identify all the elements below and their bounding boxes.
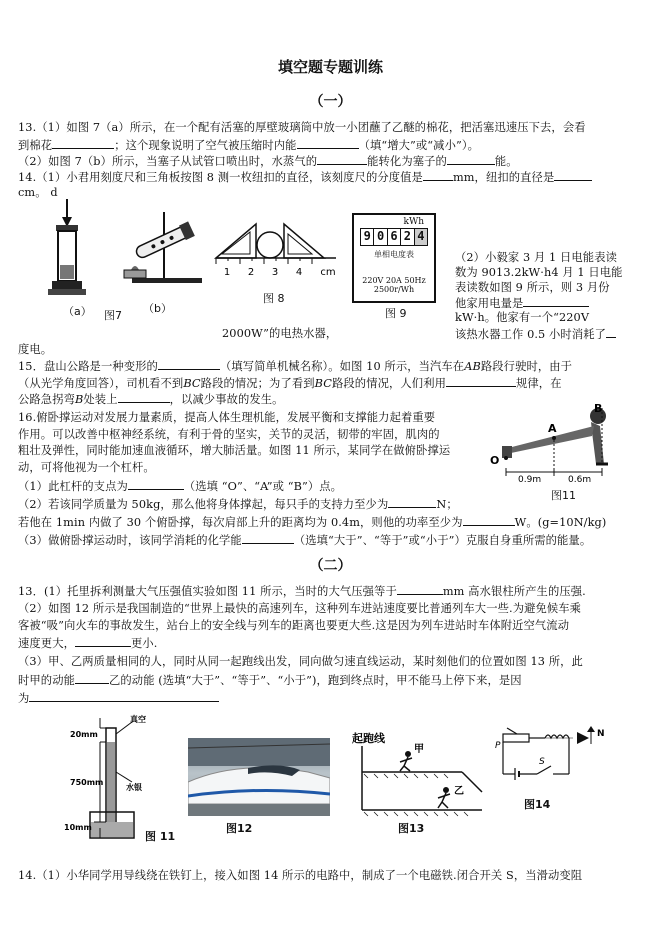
fig12-caption: 图12	[226, 822, 253, 835]
q16-line1: 16.俯卧撑运动对发展力量素质，提高人体生理机能，发展平衡和支撑能力起着重要	[18, 411, 436, 424]
answer-blank[interactable]	[29, 690, 219, 702]
q16-line2: 作用。可以改善中枢神经系统，有利于骨的坚实，关节的灵活，韧带的牢固，肌肉的	[18, 428, 440, 441]
meter-spec: 220V 20A 50Hz	[362, 276, 426, 285]
fig7a-piston-diagram	[42, 195, 92, 305]
section-header-1: （一）	[309, 94, 352, 110]
switch-s-label: S	[539, 757, 545, 767]
fig11-caption: 图11	[551, 489, 576, 502]
fig13-race-diagram	[350, 728, 490, 820]
answer-blank[interactable]	[523, 295, 589, 307]
pushup-distance: 0.9m	[518, 475, 542, 484]
meter-unit: kWh	[403, 217, 424, 227]
q13-line3: （2）如图 7（b）所示，当塞子从试管口喷出时，水蒸气的 能转化为塞子的 能。	[18, 155, 518, 168]
answer-blank[interactable]	[423, 169, 453, 181]
section-header-2: （二）	[309, 558, 352, 574]
q14-right-line3: 表读数如图 9 所示，则 3 月份	[455, 281, 610, 294]
q16-line3: 粗壮及弹性，同时能加速血液循环，增大肺活量。如图 11 所示，某同学在做俯卧撑运	[18, 444, 451, 457]
fig12-high-speed-train-photo	[188, 738, 330, 816]
p2q13-line7: 为	[18, 690, 219, 706]
fig14-electromagnet-circuit	[493, 722, 613, 792]
meter-digit-decimal: 4	[415, 229, 427, 245]
pushup-point-b: B	[594, 402, 603, 415]
fig8-ruler-diagram	[212, 220, 344, 280]
p2q13-line6: 时甲的动能 乙的动能 (选填“大于”、“等于”、“小于”)，跑到终点时，甲不能马上停下来，是因	[18, 674, 522, 687]
page-title: 填空题专题训练	[277, 58, 383, 76]
ruler-tick-label: 4	[295, 267, 303, 278]
fig11b-caption: 图 11	[145, 830, 176, 843]
q13-line1: 13.（1）如图 7（a）所示，在一个配有活塞的厚壁玻璃筒中放一小团蘸了乙醚的棉花，把活塞迅速压下去，会看	[18, 121, 586, 134]
torricelli-750mm-label: 750mm	[70, 778, 104, 787]
meter-digit: 6	[388, 229, 401, 245]
torricelli-tube-diagram	[60, 712, 180, 842]
p2q13-line1: 13．(1）托里拆利测量大气压强值实验如图 11 所示，当时的大气压强等于 mm 高水银柱所产生的压强.	[18, 585, 586, 598]
answer-blank[interactable]	[317, 153, 367, 165]
runner-jia-label: 甲	[414, 744, 424, 755]
q14-right-line4: 他家用电量是	[455, 295, 589, 311]
q14-right-line5: kW·h。他家有一个“220V	[455, 311, 590, 324]
p2q13-line3: 客被“吸”向火车的事故发生，站台上的安全线与列车的距离也要更大些.这是因为列车进站时车体附近空气流动	[18, 619, 570, 632]
fig9-electric-meter	[352, 213, 436, 303]
answer-blank[interactable]	[463, 514, 515, 526]
fig13-caption: 图13	[398, 822, 425, 835]
ruler-tick-label: 3	[271, 267, 279, 278]
q14-line1: 14.（1）小君用刻度尺和三角板按图 8 测一枚纽扣的直径，该刻度尺的分度值是 mm，纽扣的直径是	[18, 169, 592, 185]
q14-line2: cm。 d	[18, 186, 58, 199]
start-line-label: 起跑线	[352, 732, 385, 745]
meter-display	[360, 228, 428, 246]
p2q14-line1: 14.（1）小华同学用导线绕在铁钉上，接入如图 14 所示的电路中，制成了一个电磁铁.闭合开关 S，当滑动变阻	[18, 869, 583, 882]
q16-line5: （1）此杠杆的支点为 （选填 “O”、“A”或 “B”）点。	[18, 480, 343, 493]
answer-blank[interactable]	[242, 532, 294, 544]
answer-blank[interactable]	[52, 137, 114, 149]
answer-blank[interactable]	[75, 672, 109, 684]
fig8-caption: 图 8	[263, 292, 285, 305]
q14-right-line6: 该热水器工作 0.5 小时消耗了	[455, 326, 616, 342]
torricelli-mercury-label: 水银	[126, 783, 142, 792]
q15-line2: （从光学角度回答），司机看不到BC路段的情况；为了看到BC路段的情况，人们利用 规律，在	[18, 377, 562, 390]
answer-blank[interactable]	[554, 169, 592, 181]
answer-blank[interactable]	[447, 153, 495, 165]
answer-blank[interactable]	[397, 583, 443, 595]
q16-line8: （3）做俯卧撑运动时，该同学消耗的化学能 （选填“大于”、“等于”或“小于”）克服自身重所需的能量。	[18, 534, 592, 547]
q16-line7: 若他在 1min 内做了 30 个俯卧撑，每次肩部上升的距离均为 0.4m，则他的功率至少为 W。(g=10N/kg)	[18, 516, 607, 529]
torricelli-vacuum-label: 真空	[130, 715, 146, 724]
pushup-point-a: A	[548, 422, 557, 435]
q14-right-line2: 数为 9013.2kW·h4 月 1 日电能	[455, 266, 623, 279]
torricelli-20mm-label: 20mm	[70, 730, 98, 739]
fig11-pushup-diagram	[486, 402, 646, 484]
pushup-point-o: O	[490, 454, 500, 467]
fig7a-label: （a）	[63, 305, 92, 318]
torricelli-10mm-label: 10mm	[64, 823, 92, 832]
fig7b-label: （b）	[143, 302, 172, 315]
rheostat-p-label: P	[495, 741, 501, 751]
q14-line7: 度电。	[18, 343, 53, 356]
answer-blank[interactable]	[388, 496, 436, 508]
fig7-caption: 图7	[104, 309, 122, 322]
fig14-caption: 图14	[524, 798, 551, 811]
q15-line3: 公路急拐弯B处装上 ，以减少事故的发生。	[18, 393, 284, 406]
q13-line2: 到棉花 ；这个现象说明了空气被压缩时内能 （填“增大”或“减小”）。	[18, 139, 479, 152]
ruler-unit-label: cm	[320, 267, 336, 278]
runner-yi-label: 乙	[454, 786, 464, 797]
fig9-caption: 图 9	[385, 307, 407, 320]
q16-line4: 动，可将他视为一个杠杆。	[18, 461, 155, 474]
pushup-distance: 0.6m	[568, 475, 592, 484]
compass-n-label: N	[597, 729, 605, 739]
meter-label: 单相电度表	[374, 250, 414, 259]
answer-blank[interactable]	[158, 358, 220, 370]
q16-line6: （2）若该同学质量为 50kg，那么他将身体撑起，每只手的支持力至少为 N；	[18, 498, 458, 511]
p2q13-line4: 速度更大， 更小.	[18, 637, 158, 650]
answer-blank[interactable]	[606, 326, 616, 338]
answer-blank[interactable]	[75, 635, 131, 647]
answer-blank[interactable]	[118, 391, 170, 403]
ruler-tick-label: 2	[247, 267, 255, 278]
ruler-tick-label: 1	[223, 267, 231, 278]
answer-blank[interactable]	[128, 478, 184, 490]
fig7b-test-tube-diagram	[112, 210, 212, 285]
meter-digit: 0	[374, 229, 387, 245]
answer-blank[interactable]	[446, 375, 516, 387]
p2q13-line2: （2）如图 12 所示是我国制造的“世界上最快的高速列车，这种列车进站速度要比普通列车大一些.为避免候车乘	[18, 602, 582, 615]
meter-digit: 9	[361, 229, 374, 245]
meter-digit: 2	[401, 229, 414, 245]
p2q13-line5: （3）甲、乙两质量相同的人，同时从同一起跑线出发，同向做匀速直线运动，某时刻他们的位置如图 13 所，此	[18, 655, 583, 668]
q15-line1: 15．盘山公路是一种变形的 （填写简单机械名称）。如图 10 所示，当汽车在AB路段行驶时，由于	[18, 360, 573, 373]
answer-blank[interactable]	[297, 137, 359, 149]
q14-line6a: 2000W”的电热水器，	[222, 327, 338, 340]
meter-spec: 2500r/Wh	[373, 285, 415, 294]
q14-right-line1: （2）小毅家 3 月 1 日电能表读	[455, 251, 617, 264]
